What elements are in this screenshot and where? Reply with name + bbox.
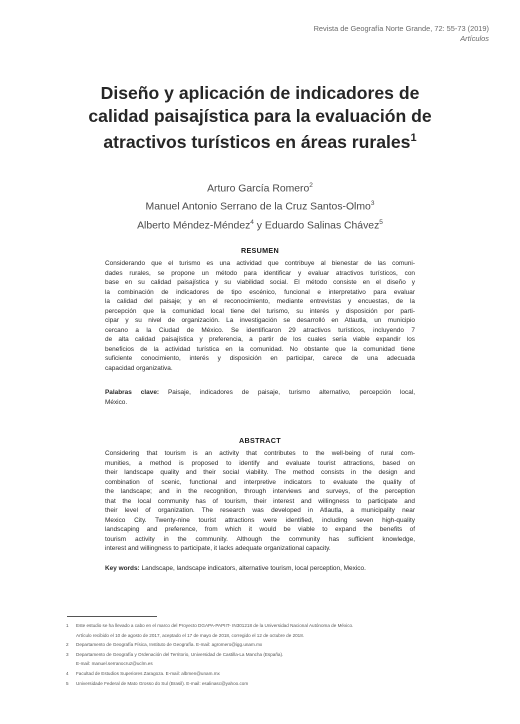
title-line: calidad paisajística para la evaluación de: [88, 105, 432, 126]
footnote: 2 Departamento de Geografía Física, Instituto de Geografía. E-mail: agromero@igg.unam.mx: [66, 642, 263, 648]
abstract-line: landscaping and preference, from which it would be viable to expand the benefits of: [105, 526, 415, 534]
journal-section: Artículos: [460, 33, 489, 43]
abstract-line: munities, a method is proposed to identify and evaluate tourist attractions, based on: [105, 459, 415, 467]
key-words: [105, 564, 415, 574]
journal-header: [314, 24, 489, 43]
keywords-label: Key words:: [105, 565, 140, 572]
palabras-clave: [105, 388, 415, 407]
footnote: 4 Facultad de Estudios Superiores Zaragoza. E-mail: albmen@unam.mx: [66, 670, 220, 676]
resumen-heading: RESUMEN: [240, 246, 280, 255]
journal-citation: Revista de Geografía Norte Grande, 72: 55-73 (2019): [313, 24, 489, 33]
abstract-line: their landscape quality and their social viability. The method consists in the design and: [105, 469, 415, 477]
resumen-body: [105, 259, 415, 374]
resumen-line: dades rurales, se propone un método para identificar y evaluar atractivos turísticos, con: [105, 269, 415, 277]
footnote: Artículo recibido el 10 de agosto de 2017, aceptado el 17 de mayo de 2018, corregido el 12 de octubre de 2018.: [76, 632, 305, 638]
resumen-line: de alta calidad paisajística y preferencia, a partir de los cuales sería viable expandir los: [105, 336, 415, 344]
title-footnote-mark: 1: [410, 132, 417, 144]
resumen-line: la calidad del paisaje; y en el reconocimiento, mediante entrevistas y encuestas, de la: [105, 298, 415, 306]
footnote: 1 Este estudio se ha llevado a cabo en el marco del Proyecto DGAPA-PAPIIT- IN301218 de la Universidad Nacional Autónoma de México.: [66, 623, 354, 628]
footnote: 3 Departamento de Geografía y Ordenación del Territorio, Universidad de Castilla-La Mancha (España).: [66, 651, 284, 657]
abstract-line: their level of organization. The research was developed in Atlautla, a municipality near: [105, 507, 415, 515]
author-list: [30, 179, 490, 234]
title-line: atractivos turísticos en áreas rurales$^1$: [103, 131, 417, 152]
resumen-line: suficiente conocimiento, interés y disposición en participar, carece de una adecuada: [105, 355, 415, 363]
resumen-line: cipar y su nivel de organización. La investigación se desarrolló en Atlautla, un municipio: [105, 317, 415, 325]
resumen-line: base en su calidad paisajística y su viabilidad social. El método consiste en el diseño y: [105, 279, 415, 287]
paper-title: [30, 82, 490, 153]
footnotes: [66, 621, 456, 688]
keywords-line: Key words: Landscape, landscape indicators, alternative tourism, local perception, Mexico.: [105, 565, 366, 572]
abstract-heading: ABSTRACT: [239, 436, 281, 445]
author-line: Alberto Méndez-Méndez$^4$ y Eduardo Salinas Chávez$^5$: [137, 218, 383, 231]
abstract-body: [105, 449, 415, 554]
author-line: Arturo García Romero$^2$: [207, 182, 313, 195]
footnote-divider: [67, 616, 157, 617]
resumen-line: beneficios de la actividad turística en la comunidad. No obstante que la comunidad tiene: [105, 345, 415, 353]
title-line: Diseño y aplicación de indicadores de: [100, 83, 420, 103]
abstract-line: that the local community has of tourism, their interest and willingness to participate and: [105, 497, 415, 505]
abstract-line: Mexico City. Twenty-nine tourist attractions were identified, including seven high-quality: [105, 516, 415, 524]
resumen-line: capacidad organizativa.: [105, 365, 173, 373]
abstract-line: combination of scenic, functional and interpretive indicators to evaluate the quality of: [105, 478, 415, 486]
keywords-label: Palabras clave:: [105, 389, 160, 396]
resumen-line: la combinación de indicadores de tipo escénico, funcional e interpretativo para evaluar: [105, 288, 415, 296]
abstract-line: the landscape; and in the recognition, through interviews and surveys, of the perception: [105, 488, 415, 496]
resumen-line: percepción que la comunidad local tiene del turismo, su interés y disposición por parti-: [105, 307, 415, 315]
keywords-line: Palabras clave: Paisaje, indicadores de paisaje, turismo alternativo, percepción local,: [105, 389, 415, 396]
footnote: E-mail: manuel.serranocruz@uclm.es: [76, 661, 153, 667]
resumen-line: cercano a la Ciudad de México. Se identificaron 29 atractivos turísticos, incluyendo 7: [105, 326, 415, 334]
keywords-line: México.: [105, 398, 128, 406]
abstract-line: interest and willingness to participate, it lacks adequate organizational capacity.: [105, 545, 331, 553]
resumen-line: Considerando que el turismo es una actividad que contribuye al bienestar de las comuni-: [105, 260, 415, 267]
author-line: Manuel Antonio Serrano de la Cruz Santos-Olmo$^3$: [145, 200, 375, 213]
footnote: 5 Universidade Federal de Mato Grosso do Sul (Brasil). E-mail: esalinasc@yahoo.com: [66, 680, 249, 686]
abstract-line: Considering that tourism is an activity that contributes to the well-being of rural com-: [105, 450, 415, 457]
abstract-line: tourism activity in the community. Although the community has sufficient knowledge,: [105, 535, 415, 543]
